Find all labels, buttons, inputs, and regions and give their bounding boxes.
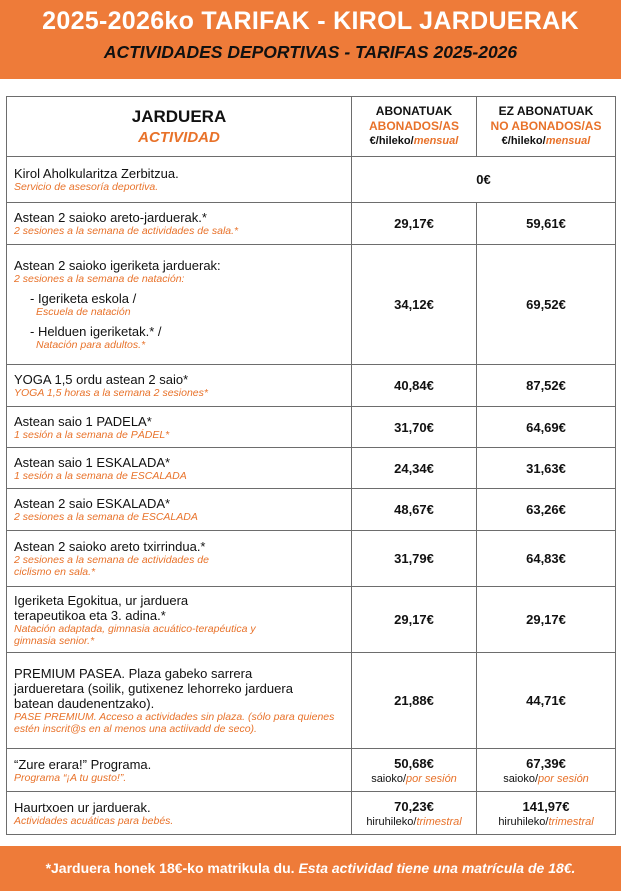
activity-name-eu: Astean 2 saioko areto txirrindua.*	[14, 539, 206, 554]
table-row	[7, 489, 616, 531]
table-row	[7, 653, 616, 749]
non-member-price: 31,63€	[477, 448, 616, 489]
activity-name-eu: Kirol Aholkularitza Zerbitzua.	[14, 166, 179, 181]
activity-name-es: Actividades acuáticas para bebés.	[14, 814, 174, 827]
member-price-value: 50,68€	[394, 755, 434, 771]
activity-name-es: Servicio de asesoría deportiva.	[14, 181, 159, 193]
non-member-price	[477, 792, 616, 835]
activity-header-es: ACTIVIDAD	[138, 129, 220, 146]
activity-cell	[7, 448, 352, 489]
sub-activity-es: Escuela de natación	[36, 306, 131, 318]
non-member-price: 63,26€	[477, 489, 616, 531]
non-member-price: 59,61€	[477, 203, 616, 245]
table-row	[7, 749, 616, 792]
activity-name-eu: Astean 2 saioko areto-jarduerak.*	[14, 210, 207, 225]
non-members-column-header	[477, 97, 616, 157]
activity-name-es: Programa “¡A tu gusto!”.	[14, 771, 127, 784]
member-price: 29,17€	[352, 587, 477, 653]
non-member-price-value: 67,39€	[526, 755, 566, 771]
footer-note-eu: *Jarduera honek 18€-ko matrikula du.	[45, 860, 295, 876]
activity-cell	[7, 203, 352, 245]
activity-name-es: PASE PREMIUM. Acceso a actividades sin plaza. (sólo para quienes estén inscrit@s en al menos una actiivadd de seco).	[14, 711, 335, 735]
price-unit: hiruhileko/trimestral	[366, 815, 462, 828]
member-price: 24,34€	[352, 448, 477, 489]
tariff-table	[6, 96, 616, 835]
non-member-price: 87,52€	[477, 365, 616, 407]
activity-name-eu: YOGA 1,5 ordu astean 2 saio*	[14, 372, 189, 387]
activity-name-es: 2 sesiones a la semana de natación:	[14, 273, 185, 285]
registration-fee-note	[0, 846, 621, 891]
members-header-es: ABONADOS/AS	[368, 119, 459, 133]
activity-name-eu: Astean 2 saioko igeriketa jarduerak:	[14, 258, 221, 273]
member-price: 34,12€	[352, 245, 477, 365]
activity-name-eu: Astean saio 1 PADELA*	[14, 413, 152, 429]
members-header-eu: ABONATUAK	[375, 104, 453, 118]
table-row	[7, 245, 616, 365]
member-price: 29,17€	[352, 203, 477, 245]
activity-name-eu: Igeriketa Egokitua, ur jarduera terapeutikoa eta 3. adina.*	[14, 592, 189, 623]
table-row	[7, 448, 616, 489]
activity-cell	[7, 792, 352, 835]
table-row	[7, 203, 616, 245]
price-unit: hiruhileko/trimestral	[498, 815, 594, 828]
activity-name-es: 2 sesiones a la semana de actividades de ciclismo en sala.*	[14, 554, 209, 578]
non-member-price: 29,17€	[477, 587, 616, 653]
sub-activity	[14, 324, 345, 351]
activity-column-header	[7, 97, 352, 157]
activity-name-eu: “Zure erara!” Programa.	[14, 756, 152, 772]
activity-cell	[7, 749, 352, 792]
non-member-price-value: 141,97€	[522, 798, 570, 814]
activity-name-es: Natación adaptada, gimnasia acuático-terapéutica y gimnasia senior.*	[14, 622, 256, 647]
table-header-row	[7, 97, 616, 157]
member-price: 21,88€	[352, 653, 477, 749]
member-price-value: 70,23€	[394, 798, 434, 814]
page-title: 2025-2026ko TARIFAK - KIROL JARDUERAK	[42, 7, 579, 35]
price-unit: saioko/por sesión	[371, 772, 457, 785]
activity-cell	[7, 245, 352, 365]
activity-cell	[7, 407, 352, 448]
non-member-price: 64,83€	[477, 531, 616, 587]
activity-name-es: 2 sesiones a la semana de ESCALADA	[14, 511, 198, 523]
table-row	[7, 365, 616, 407]
table-row	[7, 407, 616, 448]
sub-activity-eu: - Helduen igeriketak.* /	[30, 324, 162, 339]
activity-cell	[7, 587, 352, 653]
activity-cell	[7, 653, 352, 749]
table-row	[7, 587, 616, 653]
activity-cell	[7, 489, 352, 531]
non-member-price	[477, 749, 616, 792]
non-members-unit: €/hileko/mensual	[501, 135, 591, 147]
non-member-price: 44,71€	[477, 653, 616, 749]
title-banner	[0, 0, 621, 79]
sub-activity-es: Natación para adultos.*	[36, 339, 146, 351]
member-price: 48,67€	[352, 489, 477, 531]
table-row	[7, 157, 616, 203]
non-member-price: 64,69€	[477, 407, 616, 448]
activity-name-eu: Astean 2 saio ESKALADA*	[14, 496, 171, 511]
footer-note-es: Esta actividad tiene una matrícula de 18€.	[298, 860, 576, 876]
page-subtitle: ACTIVIDADES DEPORTIVAS - TARIFAS 2025-2026	[103, 42, 518, 62]
sub-activity-eu: - Igeriketa eskola /	[30, 291, 137, 306]
member-price: 31,79€	[352, 531, 477, 587]
non-member-price: 69,52€	[477, 245, 616, 365]
activity-name-eu: Haurtxoen ur jarduerak.	[14, 799, 151, 815]
sub-activity	[14, 291, 345, 318]
activity-cell	[7, 157, 352, 203]
activity-name-es: YOGA 1,5 horas a la semana 2 sesiones*	[14, 387, 208, 399]
activity-name-eu: PREMIUM PASEA. Plaza gabeko sarrera jardueretara (soilik, gutixenez lehorreko jarduera batean daudenentzako).	[14, 666, 293, 711]
member-price: 31,70€	[352, 407, 477, 448]
activity-header-eu: JARDUERA	[131, 107, 227, 126]
activity-cell	[7, 365, 352, 407]
member-price	[352, 749, 477, 792]
price-cell-free: 0€	[352, 157, 616, 203]
activity-name-es: 1 sesión a la semana de ESCALADA	[14, 469, 187, 482]
activity-name-eu: Astean saio 1 ESKALADA*	[14, 454, 171, 470]
non-members-header-es: NO ABONADOS/AS	[490, 119, 602, 133]
members-column-header	[352, 97, 477, 157]
activity-cell	[7, 531, 352, 587]
table-row	[7, 531, 616, 587]
activity-name-es: 1 sesión a la semana de PÁDEL*	[14, 428, 170, 441]
member-price	[352, 792, 477, 835]
members-unit: €/hileko/mensual	[369, 135, 459, 147]
price-unit: saioko/por sesión	[503, 772, 589, 785]
non-members-header-eu: EZ ABONATUAK	[498, 104, 594, 118]
activity-name-es: 2 sesiones a la semana de actividades de sala.*	[14, 225, 239, 237]
table-row	[7, 792, 616, 835]
member-price: 40,84€	[352, 365, 477, 407]
